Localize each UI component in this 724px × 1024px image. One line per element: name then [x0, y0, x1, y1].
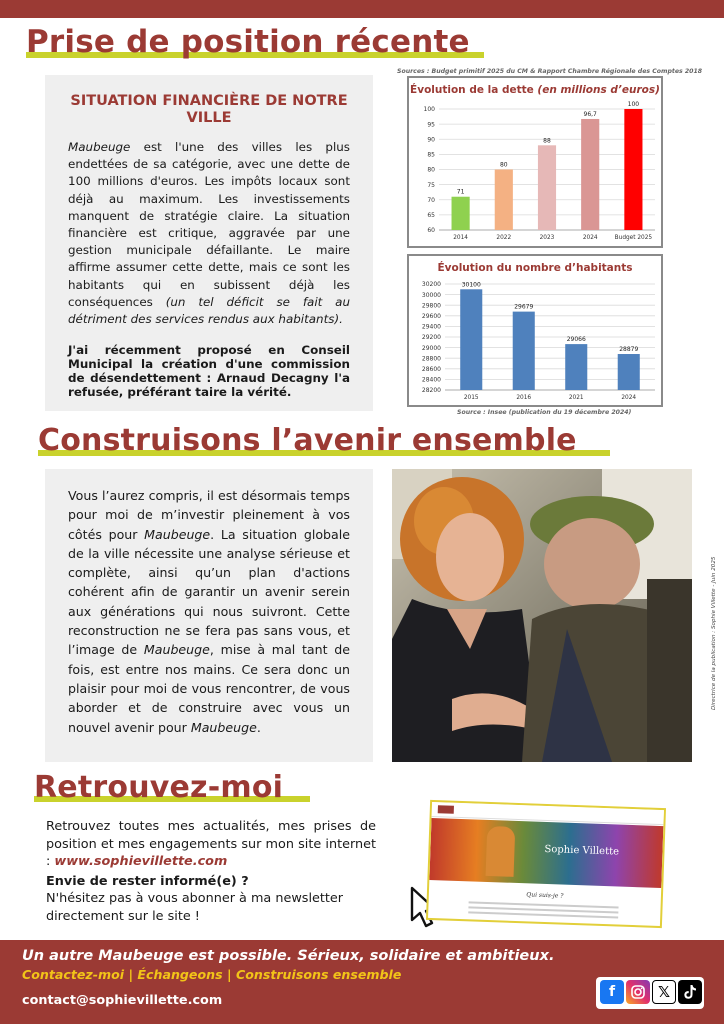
population-y-tick: 29400 [421, 323, 441, 331]
debt-chart-plot [409, 78, 661, 246]
population-chart-plot [409, 256, 661, 405]
population-value-label: 30100 [461, 281, 481, 289]
city-name: Maubeuge [68, 140, 131, 154]
population-category-label: 2021 [568, 395, 584, 401]
population-category-label: 2016 [516, 395, 532, 401]
x-icon[interactable]: 𝕏 [652, 980, 676, 1004]
debt-category-label: 2022 [496, 235, 512, 241]
website-link[interactable]: www.sophievillette.com [54, 854, 228, 869]
instagram-icon[interactable] [626, 980, 650, 1004]
population-value-label: 29066 [566, 336, 586, 344]
heading-retrouvez-moi: Retrouvez-moi [34, 770, 283, 805]
future-paragraph: Vous l’aurez compris, il est désormais temps pour moi de m’investir pleinement à vos côtés pour Maubeuge. La situation globale de la ville nécessite une analyse sérieuse et complète, ainsi qu’un plan d'actions cohérent afin de garantir un avenir serein aux générations qui nous suivront. Cette reconstruction ne se fera pas sans vous, et l’image de Maubeuge, mise à mal tant de fois, est entre nos mains. Ce sera donc un plaisir pour moi de vous rencontrer, de vous aborder et de construire avec vous un nouvel avenir pour Maubeuge. [68, 488, 350, 735]
debt-y-tick: 65 [427, 212, 435, 220]
population-y-tick: 30200 [421, 281, 441, 289]
population-bar [618, 354, 640, 390]
population-y-tick: 29000 [421, 344, 441, 352]
debt-value-label: 80 [499, 161, 508, 169]
site-portrait [486, 826, 516, 877]
candidate-meeting-photo [392, 469, 692, 762]
population-bar [460, 289, 482, 390]
population-bar [565, 344, 587, 390]
population-y-tick: 28800 [421, 355, 441, 363]
population-y-tick: 28400 [421, 376, 441, 384]
debt-value-label: 100 [627, 101, 640, 108]
debt-chart [407, 76, 663, 248]
population-bar [513, 312, 535, 390]
debt-value-label: 71 [456, 188, 465, 196]
footer-slogan: Un autre Maubeuge est possible. Sérieux, solidaire et ambitieux. [22, 948, 555, 964]
debt-bar [581, 119, 599, 230]
population-y-tick: 30000 [421, 291, 441, 299]
top-color-band [0, 0, 724, 18]
debt-value-label: 96,7 [583, 110, 597, 118]
debt-category-label: 2023 [539, 235, 555, 241]
newsletter-text: N'hésitez pas à vous abonner à ma newsletter directement sur le site ! [46, 891, 344, 924]
tiktok-icon[interactable] [678, 980, 702, 1004]
population-y-tick: 29800 [421, 302, 441, 310]
photo-illustration [392, 469, 692, 762]
site-text-lines [469, 901, 619, 908]
debt-y-tick: 70 [427, 196, 435, 204]
commission-statement: J'ai récemment proposé en Conseil Municipal la création d'une commission de désendettement : Arnaud Decagny l'a refusée, préférant taire la vérité. [68, 343, 350, 399]
debt-y-tick: 60 [427, 227, 435, 235]
population-chart [407, 254, 663, 407]
debt-category-label: 2014 [453, 235, 468, 241]
footer-tagline: Contactez-moi | Échangeons | Construisons ensemble [22, 967, 402, 982]
financial-paragraph [68, 139, 350, 328]
newsletter-title: Envie de rester informé(e) ? [46, 874, 249, 889]
footer-email[interactable]: contact@sophievillette.com [22, 993, 223, 1008]
population-y-tick: 28200 [421, 387, 441, 395]
debt-bar [452, 197, 470, 230]
website-paragraph: Retrouvez toutes mes actualités, mes prises de position et mes engagements sur mon site internet : www.sophievillette.com [46, 819, 376, 869]
financial-text: est l'une des villes les plus endettées de sa catégorie, avec une dette de 100 millions d'euros. Les impôts locaux sont déjà au maximum. Les investissements manquent de stratégie claire. La situation financière est critique, aggravée par une gestion municipale défaillante. Le maire affirme assumer cette dette, mais ce sont les habitants qui en subissent déjà les conséquences [68, 140, 350, 309]
financial-box-title: SITUATION FINANCIÈRE DE NOTRE VILLE [70, 93, 348, 126]
population-value-label: 29679 [514, 303, 534, 311]
population-y-tick: 28600 [421, 366, 441, 373]
debt-bar [538, 145, 556, 230]
population-category-label: 2024 [621, 395, 637, 401]
site-subtitle: Qui suis-je ? [526, 891, 564, 900]
website-screenshot[interactable] [426, 800, 666, 928]
debt-bar [624, 109, 642, 230]
debt-y-tick: 95 [427, 121, 435, 129]
debt-chart-title: Évolution de la dette (en millions d’euros) [410, 84, 660, 96]
debt-category-label: Budget 2025 [614, 235, 653, 241]
financial-italic-note: (un tel déficit se fait au détriment des services rendus aux habitants). [68, 294, 350, 327]
insee-source-caption: Source : Insee (publication du 19 décembre 2024) [457, 409, 632, 416]
debt-bar [495, 170, 513, 231]
debt-value-label: 88 [543, 137, 551, 145]
site-logo [438, 805, 454, 814]
debt-y-tick: 100 [423, 106, 435, 114]
debt-y-tick: 90 [427, 136, 435, 144]
population-y-tick: 29200 [421, 334, 441, 342]
debt-y-tick: 75 [427, 181, 435, 189]
sources-caption: Sources : Budget primitif 2025 du CM & Rapport Chambre Régionale des Comptes 2018 [397, 68, 703, 75]
debt-category-label: 2024 [582, 235, 598, 241]
debt-y-tick: 85 [427, 151, 435, 159]
debt-y-tick: 80 [427, 166, 435, 174]
publication-credit: Directrice de la publication : Sophie Villette - Juin 2025 [711, 556, 717, 710]
population-chart-title: Évolution du nombre d’habitants [437, 262, 633, 274]
site-title: Sophie Villette [544, 843, 620, 858]
site-hero [429, 818, 663, 888]
heading-construisons: Construisons l’avenir ensemble [38, 423, 577, 458]
facebook-icon[interactable]: f [600, 980, 624, 1004]
heading-prise-de-position: Prise de position récente [26, 24, 470, 60]
population-value-label: 28879 [619, 346, 639, 354]
population-y-tick: 29600 [421, 313, 441, 320]
population-category-label: 2015 [463, 395, 479, 401]
